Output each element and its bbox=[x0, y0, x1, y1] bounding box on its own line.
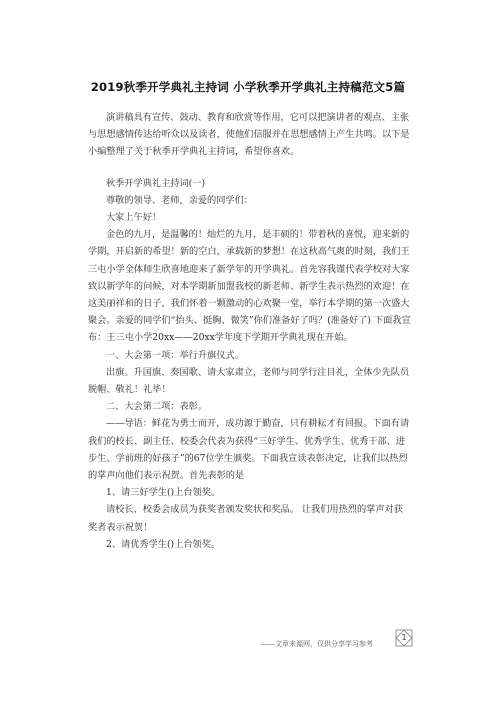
flag-ceremony-paragraph: 出旗。升国旗、奏国歌、请大家肃立，老师与同学行注目礼，全体少先队员脱帽、敬礼！礼毕！ bbox=[88, 366, 410, 396]
greeting: 大家上午好！ bbox=[106, 212, 162, 224]
award-presentation-paragraph: 请校长、校委会成员为获奖者颁发奖状和奖品。 让我们用热烈的掌声对获奖者表示祝贺！ bbox=[88, 504, 403, 533]
page-number: 1 bbox=[401, 633, 407, 642]
paragraph-gap bbox=[88, 161, 412, 175]
award-item-2: 2、请优秀学生()上台领奖。 bbox=[106, 538, 221, 550]
commendation-paragraph: ——导语：鲜花为勇士而开，成功源于勤奋，只有耕耘才有回报。下面有请我们的校长、副主任、校委会代表为获得“三好学生、优秀学生、优秀干部、进步生、学前班的好孩子”的67位学生颁奖。下面我宣读表彰决定，让我们以热烈的掌声向他们表示祝贺。首先表彰的是 bbox=[88, 418, 410, 482]
intro-paragraph: 演讲稿具有宣传、鼓动、教育和欣赏等作用，它可以把演讲者的观点、主张与思想感情传达给听众以及读者，使他们信服并在思想感情上产生共鸣。以下是小编整理了关于秋季开学典礼主持词，希望你喜欢。 bbox=[88, 112, 410, 158]
document-title: 2019秋季开学典礼主持词 小学秋季开学典礼主持稿范文5篇 bbox=[90, 80, 406, 94]
document-body bbox=[88, 109, 412, 553]
award-item-1: 1、请三好学生()上台领奖。 bbox=[106, 487, 221, 499]
agenda-item-2: 二、大会第二项：表彰。 bbox=[106, 401, 208, 413]
section-heading: 秋季开学典礼主持词(一) bbox=[106, 177, 206, 189]
agenda-item-1: 一、大会第一项：举行升旗仪式。 bbox=[106, 349, 244, 361]
salutation: 尊敬的领导、老师，亲爱的同学们： bbox=[106, 194, 253, 206]
opening-paragraph: 金色的九月，是温馨的！灿烂的九月，是丰硕的！带着秋的喜悦，迎来新的学期，开启新的希望！新的空白，承载新的梦想！在这秋高气爽的时刻，我们王三屯小学全体师生欣喜地迎来了新学年的开学典礼。首先容我谨代表学校对大家致以新学年的问候，对本学期新加盟我校的新老师、新学生表示热烈的欢迎！在这美丽祥和的日子，我们怀着一颗激动的心欢聚一堂，举行本学期的第一次盛大聚会。亲爱的同学们“抬头、挺胸、微笑”你们准备好了吗？(准备好了) 下面我宣布：王三屯小学20xx——20xx学年度下学期开学典礼现在开始。 bbox=[88, 229, 411, 344]
page-number-badge bbox=[393, 627, 415, 649]
source-footer: ——文章来源网，仅供分享学习参考 bbox=[261, 640, 373, 648]
